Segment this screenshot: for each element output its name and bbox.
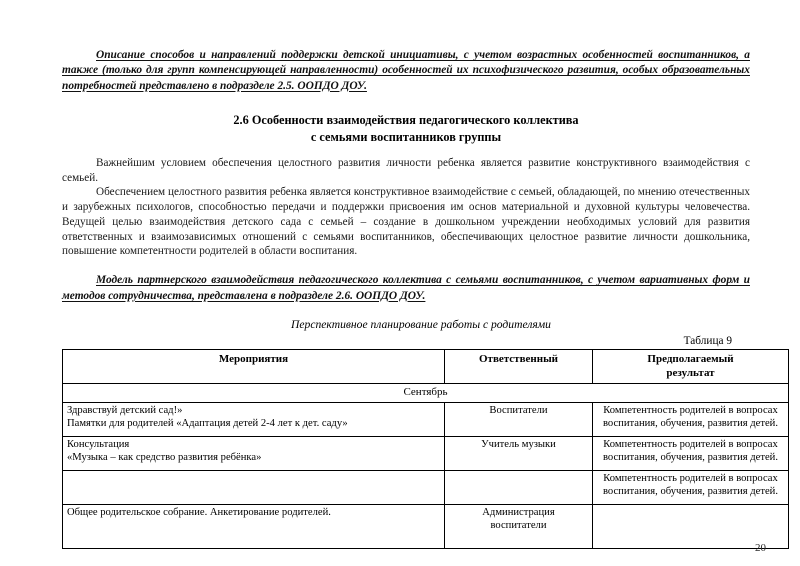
- activity-line: Консультация: [67, 438, 130, 450]
- activity-line: Здравствуй детский сад!»: [67, 404, 183, 416]
- result-line: Компетентность родителей в вопросах: [603, 438, 778, 450]
- table-cell-responsible: [445, 402, 593, 436]
- table-header-result: [593, 349, 789, 384]
- page-number: 20: [755, 542, 766, 554]
- body-paragraph-1: Важнейшим условием обеспечения целостного развития личности ребенка является развитие конструктивного взаимодействия с семьей.: [62, 156, 750, 184]
- responsible-line: Администрация: [482, 506, 555, 518]
- table-header-row: [63, 349, 789, 384]
- table-month-label: Сентябрь: [63, 384, 789, 402]
- parent-work-plan-table: [62, 349, 789, 549]
- table-month-row: [63, 384, 789, 402]
- result-line: воспитания, обучения, развития детей.: [602, 452, 779, 464]
- result-line: воспитания, обучения, развития детей.: [602, 486, 779, 498]
- model-note-paragraph: Модель партнерского взаимодействия педагогического коллектива с семьями воспитанников, с учетом вариативных форм и методов сотрудничества, представлена в подразделе 2.6. ООПДО ДОУ.: [62, 274, 750, 302]
- responsible-line: Учитель музыки: [481, 438, 556, 450]
- activity-line: Общее родительское собрание. Анкетирование родителей.: [67, 506, 331, 518]
- table-body: [63, 384, 789, 548]
- intro-note-paragraph: Описание способов и направлений поддержки детской инициативы, с учетом возрастных особенностей воспитанников, а также (только для групп компенсирующей направленности) особенностей их психофизического развития, особых образовательных потребностей представлено в подразделе 2.5. ООПДО ДОУ.: [62, 49, 750, 92]
- table-cell-responsible: [445, 504, 593, 548]
- table-row: [63, 470, 789, 504]
- table-header-result-line-2: результат: [666, 367, 715, 380]
- responsible-line: воспитатели: [490, 520, 547, 532]
- table-cell-activity: [63, 470, 445, 504]
- table-caption: Перспективное планирование работы с родителями: [291, 317, 551, 331]
- result-line: Компетентность родителей в вопросах: [603, 404, 778, 416]
- section-heading-line-2: с семьями воспитанников группы: [310, 129, 502, 144]
- table-cell-activity: [63, 436, 445, 470]
- table-cell-activity: [63, 504, 445, 548]
- section-heading-line-1: 2.6 Особенности взаимодействия педагогического коллектива: [233, 112, 579, 127]
- table-row: [63, 402, 789, 436]
- section-heading: [62, 112, 750, 146]
- table-cell-responsible: [445, 436, 593, 470]
- responsible-line: Воспитатели: [489, 404, 548, 416]
- table-row: [63, 436, 789, 470]
- table-number-label: Таблица 9: [683, 334, 732, 347]
- table-cell-activity: [63, 402, 445, 436]
- activity-line: Памятки для родителей «Адаптация детей 2-4 лет к дет. саду»: [67, 418, 348, 430]
- table-header-result-line-1: Предполагаемый: [647, 352, 734, 365]
- result-line: воспитания, обучения, развития детей.: [602, 418, 779, 430]
- activity-line: «Музыка – как средство развития ребёнка»: [67, 452, 262, 464]
- table-cell-result: [593, 436, 789, 470]
- table-header-group: [63, 349, 789, 384]
- table-header-responsible: Ответственный: [445, 349, 593, 384]
- table-cell-responsible: [445, 470, 593, 504]
- table-header-activities: Мероприятия: [63, 349, 445, 384]
- body-paragraph-2: Обеспечением целостного развития ребенка является конструктивное взаимодействие с семьей, обладающей, по мнению отечественных и зарубежных психологов, способностью передачи и поддержки присвоения им основ материальной и духовной культуры человечества. Ведущей целью взаимодействия детского сада с семьей – создание в дошкольном учреждении необходимых условий для развития ответственных и взаимозависимых отношений с семьями воспитанников, обеспечивающих целостное развитие личности дошкольника, повышение компетентности родителей в области воспитания.: [62, 186, 750, 258]
- table-cell-result: [593, 402, 789, 436]
- result-line: Компетентность родителей в вопросах: [603, 472, 778, 484]
- table-cell-result: [593, 470, 789, 504]
- table-row: [63, 504, 789, 548]
